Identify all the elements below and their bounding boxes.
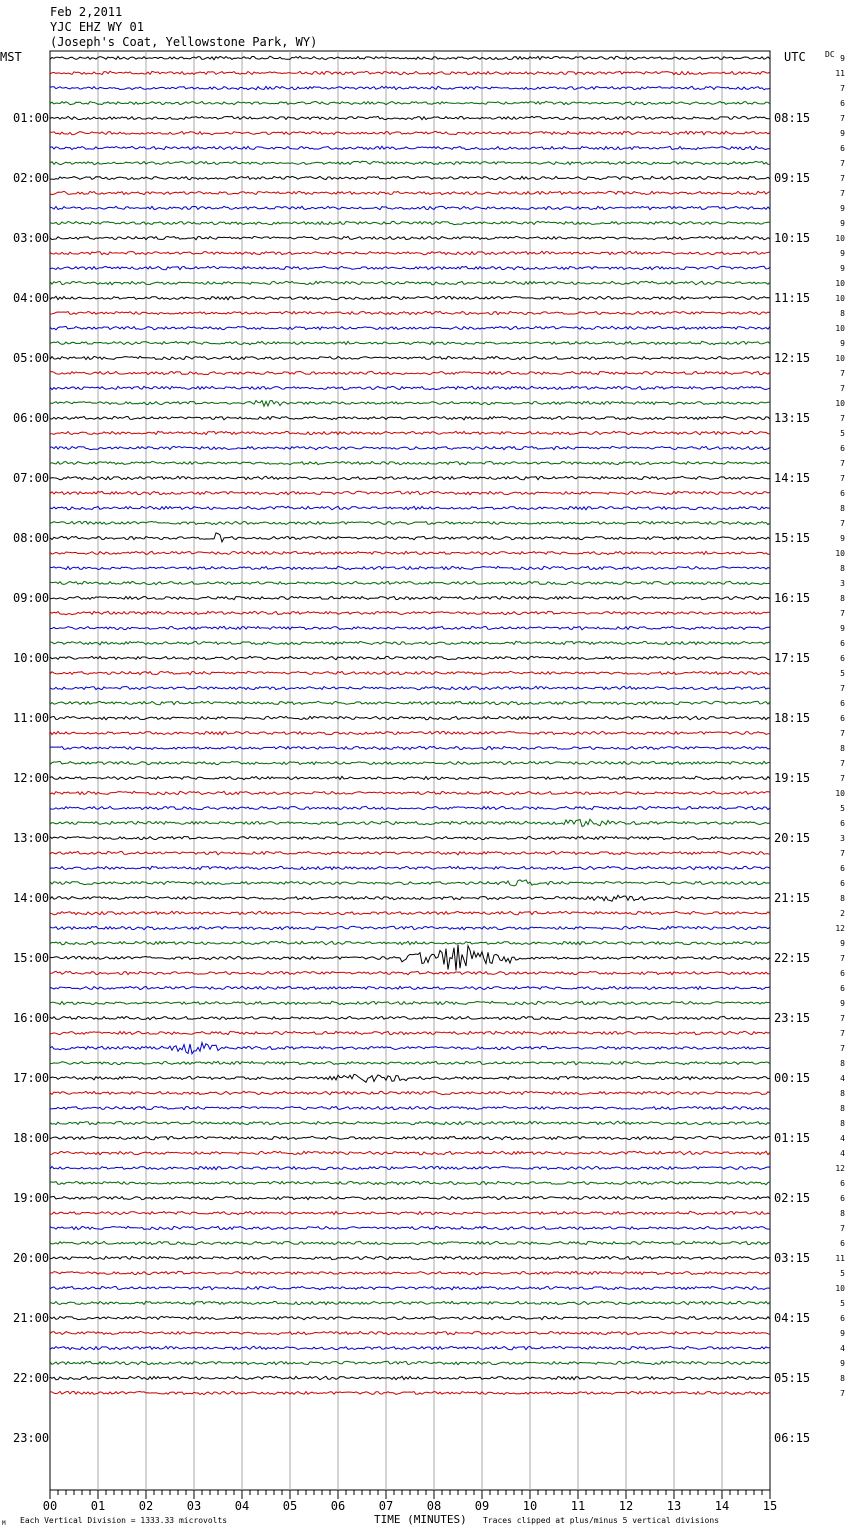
seismic-trace: [50, 311, 770, 314]
mst-hour-label: 19:00: [13, 1191, 50, 1205]
seismic-trace: [50, 1074, 770, 1082]
seismic-trace: [50, 1346, 770, 1350]
utc-hour-label: 20:15: [774, 831, 811, 845]
utc-hour-label: 13:15: [774, 411, 811, 425]
seismic-trace: [50, 806, 770, 809]
seismic-trace: [50, 86, 770, 89]
dc-offset-label: 8: [840, 1059, 845, 1068]
dc-offset-label: 10: [835, 234, 845, 243]
dc-offset-label: 6: [840, 1179, 845, 1188]
mst-hour-label: 21:00: [13, 1311, 50, 1325]
dc-offset-label: 7: [840, 384, 845, 393]
mst-hour-label: 18:00: [13, 1131, 50, 1145]
dc-offset-label: 5: [840, 669, 845, 678]
utc-hour-label: 01:15: [774, 1131, 811, 1145]
seismic-trace: [50, 761, 770, 764]
x-axis-title: TIME (MINUTES): [374, 1513, 467, 1526]
seismic-trace: [50, 971, 770, 974]
clip-note: Traces clipped at plus/minus 5 vertical divisions: [483, 1516, 720, 1525]
seismic-trace: [50, 746, 770, 749]
header-station: YJC EHZ WY 01: [50, 20, 144, 34]
dc-offset-label: 7: [840, 414, 845, 423]
mst-hour-label: 07:00: [13, 471, 50, 485]
seismic-trace: [50, 895, 770, 901]
utc-hour-label: 21:15: [774, 891, 811, 905]
seismic-trace: [50, 731, 770, 734]
seismic-trace: [50, 1016, 770, 1019]
seismic-trace: [50, 191, 770, 194]
seismic-trace: [50, 1181, 770, 1184]
utc-hour-label: 00:15: [774, 1071, 811, 1085]
dc-offset-label: 6: [840, 819, 845, 828]
seismic-trace: [50, 671, 770, 674]
dc-offset-label: 9: [840, 1329, 845, 1338]
mst-hour-label: 22:00: [13, 1371, 50, 1385]
dc-offset-label: 7: [840, 174, 845, 183]
dc-offset-label: 7: [840, 1389, 845, 1398]
utc-hour-label: 02:15: [774, 1191, 811, 1205]
seismic-trace: [50, 371, 770, 374]
seismic-trace: [50, 1301, 770, 1304]
right-timezone-label: UTC: [784, 50, 806, 64]
scale-note: Each Vertical Division = 1333.33 microvolts: [20, 1516, 228, 1525]
mst-hour-label: 10:00: [13, 651, 50, 665]
dc-offset-label: 7: [840, 159, 845, 168]
seismic-trace: [50, 851, 770, 854]
seismic-trace: [50, 326, 770, 329]
dc-offset-label: 11: [835, 1254, 845, 1263]
utc-hour-label: 16:15: [774, 591, 811, 605]
seismic-trace: [50, 416, 770, 419]
mst-hour-label: 05:00: [13, 351, 50, 365]
dc-offset-labels: [835, 54, 845, 1398]
dc-offset-label: 11: [835, 69, 845, 78]
dc-offset-label: 8: [840, 1104, 845, 1113]
seismic-trace: [50, 131, 770, 135]
mst-hour-label: 17:00: [13, 1071, 50, 1085]
dc-offset-label: 9: [840, 219, 845, 228]
seismic-trace: [50, 1376, 770, 1379]
dc-offset-label: 6: [840, 654, 845, 663]
seismic-trace: [50, 71, 770, 74]
dc-offset-label: 2: [840, 909, 845, 918]
x-tick-label: 04: [234, 1499, 250, 1513]
seismic-trace: [50, 596, 770, 599]
dc-offset-label: 12: [835, 1164, 845, 1173]
utc-hour-label: 11:15: [774, 291, 811, 305]
dc-offset-label: 5: [840, 804, 845, 813]
dc-offset-label: 4: [840, 1134, 845, 1143]
mst-hour-label: 13:00: [13, 831, 50, 845]
seismic-trace: [50, 926, 770, 929]
dc-offset-label: 3: [840, 579, 845, 588]
seismic-trace: [50, 1061, 770, 1065]
seismic-trace: [50, 401, 770, 407]
seismic-trace: [50, 176, 770, 179]
dc-offset-label: 8: [840, 744, 845, 753]
mst-hour-label: 20:00: [13, 1251, 50, 1265]
dc-offset-label: 6: [840, 444, 845, 453]
seismic-trace: [50, 476, 770, 480]
x-tick-label: 09: [474, 1499, 490, 1513]
seismic-trace: [50, 461, 770, 464]
seismic-trace: [50, 1331, 770, 1334]
seismic-trace: [50, 431, 770, 434]
seismic-trace: [50, 296, 770, 299]
seismic-trace: [50, 701, 770, 704]
dc-offset-label: 6: [840, 489, 845, 498]
utc-hour-label: 08:15: [774, 111, 811, 125]
dc-offset-label: 4: [840, 1074, 845, 1083]
dc-offset-label: 9: [840, 54, 845, 63]
dc-offset-label: 8: [840, 1119, 845, 1128]
x-tick-label: 12: [618, 1499, 634, 1513]
dc-offset-label: 7: [840, 1224, 845, 1233]
seismic-trace: [50, 945, 770, 971]
dc-offset-label: 10: [835, 399, 845, 408]
utc-hour-label: 19:15: [774, 771, 811, 785]
dc-offset-label: 9: [840, 204, 845, 213]
mst-hour-label: 04:00: [13, 291, 50, 305]
dc-offset-label: 9: [840, 624, 845, 633]
seismic-trace: [50, 1043, 770, 1054]
seismic-trace: [50, 386, 770, 389]
seismic-trace: [50, 1001, 770, 1004]
dc-offset-label: 8: [840, 594, 845, 603]
dc-offset-label: 6: [840, 714, 845, 723]
seismic-trace: [50, 1196, 770, 1199]
utc-hour-label: 05:15: [774, 1371, 811, 1385]
x-tick-label: 05: [282, 1499, 298, 1513]
dc-offset-label: 10: [835, 354, 845, 363]
trace-group: [50, 56, 770, 1394]
seismic-trace: [50, 581, 770, 584]
x-tick-label: 14: [714, 1499, 730, 1513]
x-tick-label: 01: [90, 1499, 106, 1513]
mst-hour-label: 01:00: [13, 111, 50, 125]
x-tick-label: 13: [666, 1499, 682, 1513]
dc-offset-label: 7: [840, 84, 845, 93]
seismic-trace: [50, 1226, 770, 1229]
dc-offset-label: 12: [835, 924, 845, 933]
x-tick-label: 02: [138, 1499, 154, 1513]
seismic-trace: [50, 819, 770, 826]
x-tick-label: 15: [762, 1499, 778, 1513]
seismic-trace: [50, 880, 770, 886]
dc-offset-label: 4: [840, 1149, 845, 1158]
mst-hour-label: 09:00: [13, 591, 50, 605]
seismic-trace: [50, 836, 770, 839]
utc-hour-label: 17:15: [774, 651, 811, 665]
mst-hour-label: 14:00: [13, 891, 50, 905]
dc-offset-label: 7: [840, 759, 845, 768]
mst-hour-label: 08:00: [13, 531, 50, 545]
seismic-trace: [50, 716, 770, 719]
utc-hour-label: 18:15: [774, 711, 811, 725]
x-axis: [43, 1490, 777, 1513]
seismic-trace: [50, 1256, 770, 1259]
dc-offset-label: 9: [840, 1359, 845, 1368]
seismic-trace: [50, 686, 770, 690]
seismic-trace: [50, 1091, 770, 1094]
dc-offset-label: 9: [840, 129, 845, 138]
dc-column-header: DC: [825, 50, 835, 59]
dc-offset-label: 7: [840, 774, 845, 783]
seismic-trace: [50, 251, 770, 255]
seismic-trace: [50, 1271, 770, 1274]
seismic-trace: [50, 1211, 770, 1214]
utc-hour-label: 04:15: [774, 1311, 811, 1325]
seismic-trace: [50, 641, 770, 645]
seismic-trace: [50, 986, 770, 989]
corner-mark: M: [2, 1520, 6, 1527]
seismic-trace: [50, 866, 770, 869]
utc-hour-label: 09:15: [774, 171, 811, 185]
dc-offset-label: 5: [840, 1299, 845, 1308]
dc-offset-label: 9: [840, 939, 845, 948]
seismic-trace: [50, 533, 770, 542]
dc-offset-label: 6: [840, 99, 845, 108]
seismic-trace: [50, 1031, 770, 1034]
seismic-trace: [50, 506, 770, 509]
mst-hour-label: 15:00: [13, 951, 50, 965]
mst-hour-label: 06:00: [13, 411, 50, 425]
dc-offset-label: 9: [840, 534, 845, 543]
right-time-labels: [774, 111, 810, 1445]
dc-offset-label: 8: [840, 894, 845, 903]
x-tick-label: 11: [570, 1499, 586, 1513]
dc-offset-label: 8: [840, 1209, 845, 1218]
dc-offset-label: 7: [840, 609, 845, 618]
dc-offset-label: 6: [840, 984, 845, 993]
dc-offset-label: 8: [840, 1374, 845, 1383]
seismic-trace: [50, 116, 770, 119]
dc-offset-label: 10: [835, 279, 845, 288]
mst-hour-label: 11:00: [13, 711, 50, 725]
dc-offset-label: 6: [840, 1239, 845, 1248]
seismic-trace: [50, 446, 770, 449]
dc-offset-label: 10: [835, 789, 845, 798]
dc-offset-label: 7: [840, 474, 845, 483]
dc-offset-label: 7: [840, 954, 845, 963]
utc-hour-label: 06:15: [774, 1431, 811, 1445]
dc-offset-label: 5: [840, 1269, 845, 1278]
dc-offset-label: 6: [840, 1194, 845, 1203]
dc-offset-label: 9: [840, 339, 845, 348]
seismic-trace: [50, 236, 770, 239]
x-tick-label: 10: [522, 1499, 538, 1513]
dc-offset-label: 7: [840, 1044, 845, 1053]
dc-offset-label: 5: [840, 429, 845, 438]
seismic-trace: [50, 626, 770, 630]
seismic-trace: [50, 776, 770, 779]
utc-hour-label: 15:15: [774, 531, 811, 545]
seismic-trace: [50, 551, 770, 554]
dc-offset-label: 3: [840, 834, 845, 843]
dc-offset-label: 8: [840, 309, 845, 318]
x-tick-label: 03: [186, 1499, 202, 1513]
seismic-trace: [50, 161, 770, 165]
dc-offset-label: 6: [840, 879, 845, 888]
dc-offset-label: 6: [840, 969, 845, 978]
seismic-trace: [50, 1286, 770, 1289]
dc-offset-label: 9: [840, 249, 845, 258]
left-timezone-label: MST: [0, 50, 22, 64]
dc-offset-label: 10: [835, 294, 845, 303]
dc-offset-label: 7: [840, 114, 845, 123]
seismic-trace: [50, 656, 770, 659]
seismic-trace: [50, 341, 770, 344]
seismic-trace: [50, 266, 770, 269]
seismic-trace: [50, 206, 770, 209]
mst-hour-label: 02:00: [13, 171, 50, 185]
dc-offset-label: 7: [840, 189, 845, 198]
dc-offset-label: 6: [840, 144, 845, 153]
dc-offset-label: 7: [840, 459, 845, 468]
left-time-labels: [13, 111, 49, 1445]
seismic-trace: [50, 146, 770, 150]
utc-hour-label: 22:15: [774, 951, 811, 965]
seismic-trace: [50, 101, 770, 104]
seismic-trace: [50, 566, 770, 569]
seismic-trace: [50, 221, 770, 224]
x-tick-label: 08: [426, 1499, 442, 1513]
seismic-trace: [50, 356, 770, 359]
dc-offset-label: 6: [840, 864, 845, 873]
dc-offset-label: 6: [840, 699, 845, 708]
mst-hour-label: 03:00: [13, 231, 50, 245]
seismic-trace: [50, 1121, 770, 1125]
dc-offset-label: 8: [840, 564, 845, 573]
mst-hour-label: 16:00: [13, 1011, 50, 1025]
seismic-trace: [50, 1316, 770, 1319]
dc-offset-label: 10: [835, 549, 845, 558]
seismic-trace: [50, 791, 770, 794]
mst-hour-label: 12:00: [13, 771, 50, 785]
dc-offset-label: 7: [840, 729, 845, 738]
seismic-trace: [50, 1136, 770, 1139]
seismic-trace: [50, 281, 770, 284]
dc-offset-label: 6: [840, 639, 845, 648]
dc-offset-label: 4: [840, 1344, 845, 1353]
seismic-trace: [50, 941, 770, 944]
dc-offset-label: 10: [835, 1284, 845, 1293]
seismic-trace: [50, 1151, 770, 1154]
utc-hour-label: 12:15: [774, 351, 811, 365]
x-tick-label: 07: [378, 1499, 394, 1513]
seismic-trace: [50, 521, 770, 524]
seismic-trace: [50, 56, 770, 60]
dc-offset-label: 7: [840, 519, 845, 528]
seismic-trace: [50, 1241, 770, 1244]
seismic-trace: [50, 1391, 770, 1394]
header-date: Feb 2,2011: [50, 5, 123, 19]
mst-hour-label: 23:00: [13, 1431, 50, 1445]
utc-hour-label: 10:15: [774, 231, 811, 245]
seismic-trace: [50, 1106, 770, 1109]
utc-hour-label: 23:15: [774, 1011, 811, 1025]
dc-offset-label: 7: [840, 369, 845, 378]
x-tick-label: 06: [330, 1499, 346, 1513]
seismic-trace: [50, 911, 770, 915]
seismic-trace: [50, 611, 770, 614]
dc-offset-label: 7: [840, 1029, 845, 1038]
dc-offset-label: 9: [840, 999, 845, 1008]
seismic-trace: [50, 1166, 770, 1169]
dc-offset-label: 7: [840, 849, 845, 858]
utc-hour-label: 14:15: [774, 471, 811, 485]
dc-offset-label: 7: [840, 684, 845, 693]
header-location: (Joseph's Coat, Yellowstone Park, WY): [50, 35, 318, 49]
x-tick-label: 00: [42, 1499, 58, 1513]
dc-offset-label: 8: [840, 504, 845, 513]
seismic-trace: [50, 491, 770, 494]
dc-offset-label: 9: [840, 264, 845, 273]
dc-offset-label: 8: [840, 1089, 845, 1098]
dc-offset-label: 10: [835, 324, 845, 333]
seismic-trace: [50, 1361, 770, 1364]
utc-hour-label: 03:15: [774, 1251, 811, 1265]
dc-offset-label: 6: [840, 1314, 845, 1323]
dc-offset-label: 7: [840, 1014, 845, 1023]
